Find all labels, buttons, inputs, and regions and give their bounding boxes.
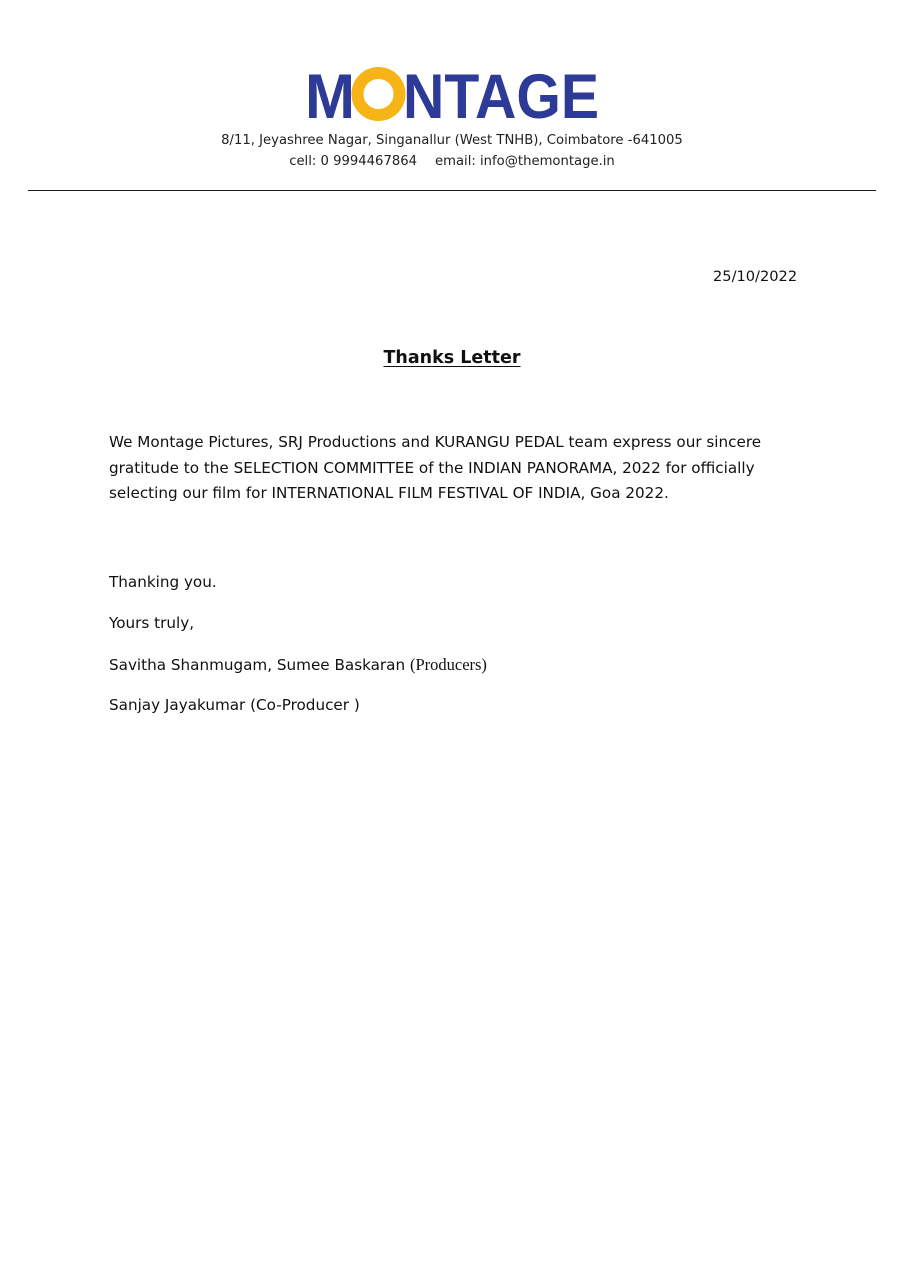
closing-thanking: Thanking you. xyxy=(109,573,217,591)
letterhead-email: email: info@themontage.in xyxy=(435,154,615,169)
signatory-producer-names: Savitha Shanmugam, Sumee Baskaran xyxy=(109,656,406,674)
signatory-producers xyxy=(109,655,487,675)
logo-letters-ntage: NTAGE xyxy=(403,66,599,122)
logo-letter-m: M xyxy=(305,66,355,122)
letter-title-text: Thanks Letter xyxy=(383,348,521,368)
letter-body xyxy=(109,430,779,507)
closing-yours-truly: Yours truly, xyxy=(109,614,195,632)
signatory-producer-role: (Producers) xyxy=(409,655,487,674)
signatory-co-producer: Sanjay Jayakumar (Co-Producer ) xyxy=(109,696,360,714)
letterhead-cell: cell: 0 9994467864 xyxy=(289,154,417,169)
body-line: selecting our film for INTERNATIONAL FILM FESTIVAL OF INDIA, Goa 2022. xyxy=(109,484,669,503)
letter-date: 25/10/2022 xyxy=(713,268,798,285)
montage-logo-graphic xyxy=(305,66,600,122)
body-line: gratitude to the SELECTION COMMITTEE of the INDIAN PANORAMA, 2022 for officially xyxy=(109,458,755,477)
letterhead-contact xyxy=(0,154,904,169)
body-line: We Montage Pictures, SRJ Productions and KURANGU PEDAL team express our sincere xyxy=(109,433,762,451)
letterhead-address: 8/11, Jeyashree Nagar, Singanallur (West TNHB), Coimbatore -641005 xyxy=(221,133,683,148)
letterhead-divider xyxy=(28,190,876,191)
montage-logo xyxy=(305,66,600,122)
logo-o-ring xyxy=(358,73,400,115)
letter-title xyxy=(0,348,904,368)
